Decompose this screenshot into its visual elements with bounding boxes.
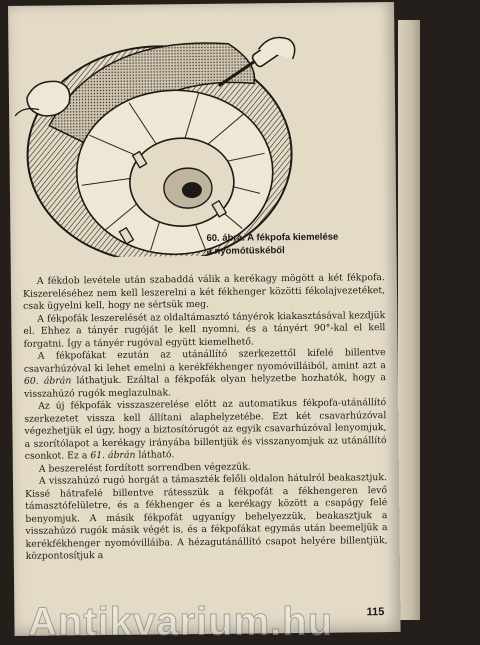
figure-reference: 60. ábrán bbox=[23, 375, 72, 387]
figure-60 bbox=[8, 2, 397, 258]
paragraph-text: láthatjuk. Ezáltal a fékpofák olyan helyzetbe hozhatók, hogy a visszahúzó rugók meglazulnak. bbox=[24, 372, 386, 400]
paragraph bbox=[23, 272, 385, 313]
page-number: 115 bbox=[366, 606, 385, 619]
paragraph bbox=[23, 310, 385, 351]
figure-caption bbox=[206, 230, 386, 258]
paragraph-text: A fékpofák leszerelését az oldaltámasztó tányérok kiakasztásával kezdjük el. Ehhez a tányér rugóját le kell nyomni, és a tányért 90°-kal el kell forgatni. Így a tányér rugóval együtt kiemelhető. bbox=[23, 309, 386, 350]
brake-drum-illustration bbox=[8, 2, 397, 258]
paragraph bbox=[25, 472, 388, 563]
paragraph-text: A fékpofákat ezután az utánállító szerkezettől kifelé billentve csavarhúzóval ki lehet emelni a kerékfékhenger nyomóvilláiból, amint azt a bbox=[23, 347, 386, 375]
book-page bbox=[8, 2, 401, 636]
page-edge bbox=[398, 20, 420, 620]
paragraph bbox=[24, 347, 387, 401]
figure-caption-line2: a nyomótüskéből bbox=[206, 245, 285, 257]
paragraph-text: A visszahúzó rugó horgát a támaszték felőli oldalon hátulról beakasztjuk. Kissé hátrafelé billentve rátesszük a fékpofát a fékhengeren levő támasztófelületre, és a fékhenger és a kerékagy között a csapágy felé benyomjuk. A másik fékpofát ugyanígy behelyezzük, beakasztjuk a visszahúzó rugók másik végét is, és a fékpofákat egymás után beemeljük a kerékfékhenger nyomóvilláiba. A hézagutánállító csapot helyére billentjük, központosítjuk a bbox=[25, 472, 388, 562]
watermark-logo: Antikvarium.hu bbox=[28, 600, 334, 644]
figure-reference: 61. ábrán bbox=[90, 449, 136, 462]
paragraph-text: A fékdob levétele után szabaddá válik a kerékagy mögött a két fékpofa. Kiszereléséhez nem kell leszerelni a két fékhenger közötti fékolajvezetéket, csak ügyelni kell, hogy ne sértsük meg. bbox=[22, 272, 386, 312]
paragraph bbox=[24, 397, 387, 463]
figure-caption-line1: 60. ábra. A fékpofa kiemelése bbox=[206, 231, 339, 244]
body-text bbox=[23, 272, 388, 563]
paragraph-text: Az új fékpofák visszaszerelése előtt az automatikus fékpofa-utánállító szerkezetet vissza kell állítani alaphelyzetébe. Ezt két csavarhúzóval végezhetjük el úgy, hogy a biztosítórugót az egyik csavarhúzóval lenyomjuk, a szorítólapot a kerékagy irányába billentjük és visszanyomjuk az utánállító csonkot. Ez a bbox=[24, 397, 387, 462]
paragraph-text: A beszerelést fordított sorrendben végezzük. bbox=[38, 460, 251, 475]
paragraph-text: látható. bbox=[135, 449, 175, 461]
